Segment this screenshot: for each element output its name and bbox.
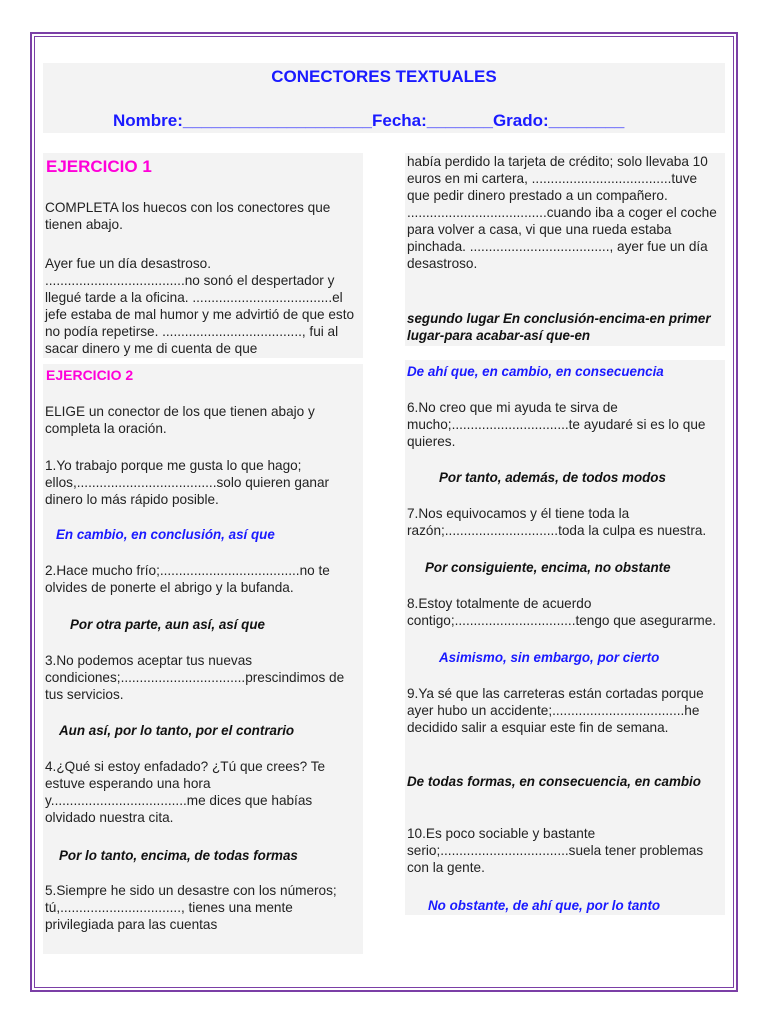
connector-options: Por tanto, además, de todos modos	[439, 470, 666, 485]
exercise-item: 1.Yo trabajo porque me gusta lo que hago; ellos,.....................................solo quieren ganar dinero lo más rápido posible.	[45, 458, 330, 507]
exercise-panel-right	[405, 153, 725, 915]
connector-options: En cambio, en conclusión, así que	[56, 527, 275, 542]
exercise-item: 8.Estoy totalmente de acuerdo contigo;................................tengo que asegurarme.	[407, 596, 717, 628]
exercise-item: 3.No podemos aceptar tus nuevas condiciones;.................................prescindimos de tus servicios.	[45, 653, 345, 702]
exercise-item: 10.Es poco sociable y bastante serio;..................................suela tener problemas con la gente.	[407, 826, 704, 875]
exercise2-instruction: ELIGE un conector de los que tienen abajo y completa la oración.	[45, 404, 315, 436]
panel-gap	[405, 346, 725, 360]
exercise-item: 9.Ya sé que las carreteras están cortadas porque ayer hubo un accidente;...................................he decidido salir a esquiar este fin de semana.	[407, 686, 704, 735]
exercise1-instruction: COMPLETA los huecos con los conectores que tienen abajo.	[45, 200, 331, 232]
connector-options: Por otra parte, aun así, así que	[70, 617, 265, 632]
exercise-item: 4.¿Qué si estoy enfadado? ¿Tú que crees? Te estuve esperando una hora y....................................me dices que habías olvidado nuestra cita.	[45, 759, 326, 825]
worksheet-header	[43, 63, 725, 133]
connector-options: No obstante, de ahí que, por lo tanto	[428, 898, 661, 913]
connector-options: De ahí que, en cambio, en consecuencia	[407, 364, 664, 379]
connector-options: Aun así, por lo tanto, por el contrario	[59, 723, 295, 738]
exercise-item: 6.No creo que mi ayuda te sirva de mucho;...............................te ayudaré si es lo que quieres.	[407, 400, 706, 449]
name-date-grade-line: Nombre:____________________Fecha:_______Grado:________	[113, 111, 625, 130]
exercise1-connector-options: segundo lugar En conclusión-encima-en primer lugar-para acabar-así que-en	[407, 311, 711, 343]
exercise2-heading: EJERCICIO 2	[46, 367, 134, 383]
worksheet-title: CONECTORES TEXTUALES	[271, 67, 497, 86]
exercise2-panel-left	[43, 364, 363, 954]
exercise-item: 2.Hace mucho frío;.....................................no te olvides de ponerte el abrigo y la bufanda.	[45, 563, 330, 595]
connector-options: De todas formas, en consecuencia, en cambio	[407, 774, 701, 789]
exercise-item: 5.Siempre he sido un desastre con los números; tú,................................, tienes una mente privilegiada para las cuentas	[45, 883, 337, 932]
connector-options: Asimismo, sin embargo, por cierto	[439, 650, 660, 665]
exercise1-panel	[43, 153, 363, 358]
exercise-item: 7.Nos equivocamos y él tiene toda la razón;..............................toda la culpa es nuestra.	[407, 506, 707, 538]
exercise1-text-part1: Ayer fue un día desastroso. .....................................no sonó el despertador y llegué tarde a la oficina. .....................................el jefe estaba de mal humor y me advirtió de que esto no podía repetirse. ....................................., fui al sacar dinero y me di cuenta de que	[45, 256, 355, 356]
connector-options: Por lo tanto, encima, de todas formas	[59, 848, 298, 863]
exercise1-heading: EJERCICIO 1	[46, 157, 152, 176]
exercise1-text-part2: había perdido la tarjeta de crédito; solo llevaba 10 euros en mi cartera, .....................................tuve que pedir dinero prestado a un compañero. .....................................cuando iba a coger el coche para volver a casa, vi que una rueda estaba pinchada. ....................................., ayer fue un día desastroso.	[407, 154, 717, 271]
connector-options: Por consiguiente, encima, no obstante	[425, 560, 671, 575]
